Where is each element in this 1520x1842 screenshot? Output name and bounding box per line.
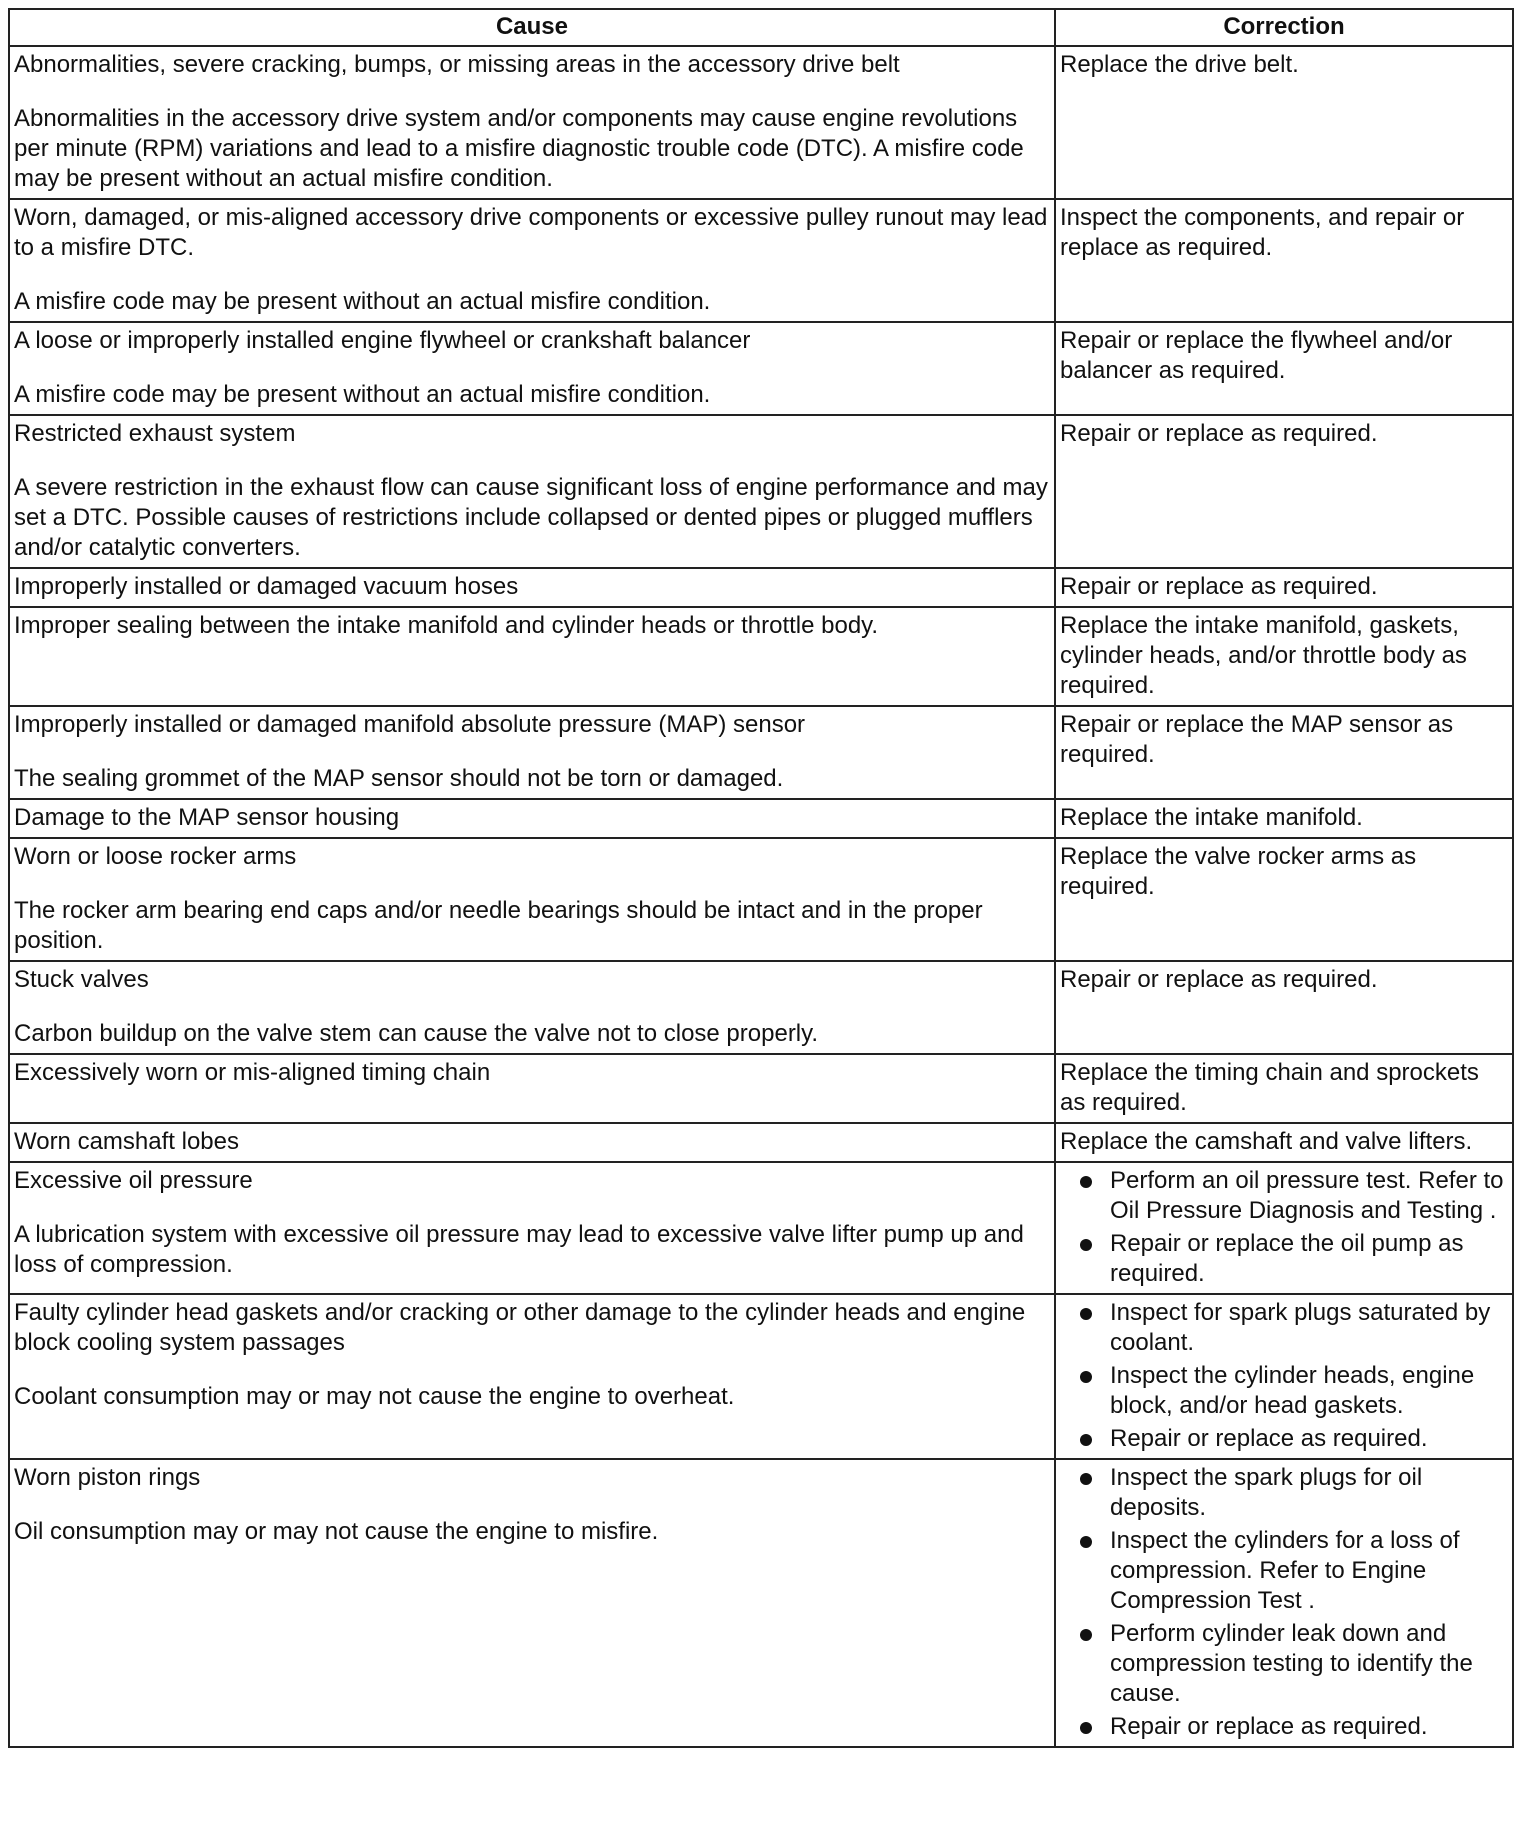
correction-list-item — [1080, 1361, 1508, 1421]
correction-text: Repair or replace the MAP sensor as required. — [1060, 711, 1454, 768]
correction-list-item — [1080, 1526, 1508, 1616]
bullet-icon — [1080, 1473, 1092, 1485]
correction-list — [1060, 1298, 1508, 1454]
column-header-cause: Cause — [9, 9, 1055, 46]
correction-cell — [1055, 415, 1513, 568]
misfire-diagnosis-table — [8, 8, 1514, 1748]
correction-text: Replace the valve rocker arms as required. — [1060, 843, 1417, 900]
correction-list-item — [1080, 1166, 1508, 1226]
cause-cell — [9, 322, 1055, 415]
correction-text: Repair or replace as required. — [1060, 573, 1378, 600]
cause-title: Improper sealing between the intake manifold and cylinder heads or throttle body. — [14, 612, 879, 639]
cause-title: Damage to the MAP sensor housing — [14, 804, 400, 831]
table-row — [9, 199, 1513, 322]
cause-note: The rocker arm bearing end caps and/or needle bearings should be intact and in the proper position. — [14, 897, 983, 954]
correction-cell — [1055, 1459, 1513, 1747]
cause-title: Improperly installed or damaged manifold absolute pressure (MAP) sensor — [14, 711, 806, 738]
correction-cell — [1055, 838, 1513, 961]
correction-list-item — [1080, 1619, 1508, 1709]
table-header-row — [9, 9, 1513, 46]
correction-step-text: Perform an oil pressure test. Refer to Oil Pressure Diagnosis and Testing . — [1110, 1167, 1504, 1224]
bullet-icon — [1080, 1722, 1092, 1734]
cause-title: Abnormalities, severe cracking, bumps, or missing areas in the accessory drive belt — [14, 51, 900, 78]
correction-text: Replace the intake manifold. — [1060, 804, 1363, 831]
table-row — [9, 568, 1513, 607]
table-row — [9, 1054, 1513, 1123]
bullet-icon — [1080, 1239, 1092, 1251]
correction-list — [1060, 1166, 1508, 1289]
cause-note: A severe restriction in the exhaust flow can cause significant loss of engine performance and may set a DTC. Possible causes of restrictions include collapsed or dented pipes or plugged mufflers and/or catalytic converters. — [14, 474, 1048, 561]
correction-list — [1060, 1463, 1508, 1742]
cause-title: Worn, damaged, or mis-aligned accessory drive components or excessive pulley runout may lead to a misfire DTC. — [14, 204, 1048, 261]
correction-text: Repair or replace as required. — [1060, 966, 1378, 993]
cause-cell — [9, 706, 1055, 799]
table-row — [9, 706, 1513, 799]
correction-cell — [1055, 1123, 1513, 1162]
correction-text: Repair or replace as required. — [1060, 420, 1378, 447]
correction-cell — [1055, 799, 1513, 838]
cause-title: Worn piston rings — [14, 1464, 201, 1491]
correction-cell — [1055, 706, 1513, 799]
table-row — [9, 1162, 1513, 1294]
column-header-correction: Correction — [1055, 9, 1513, 46]
table-row — [9, 961, 1513, 1054]
correction-cell — [1055, 1294, 1513, 1459]
cause-cell — [9, 1162, 1055, 1294]
table-row — [9, 46, 1513, 199]
cause-cell — [9, 961, 1055, 1054]
cause-cell — [9, 799, 1055, 838]
bullet-icon — [1080, 1434, 1092, 1446]
correction-step-text: Repair or replace as required. — [1110, 1713, 1428, 1740]
correction-step-text: Perform cylinder leak down and compression testing to identify the cause. — [1110, 1620, 1473, 1707]
cause-cell — [9, 46, 1055, 199]
cause-cell — [9, 1459, 1055, 1747]
table-row — [9, 1294, 1513, 1459]
table-row — [9, 799, 1513, 838]
correction-cell — [1055, 607, 1513, 706]
cause-title: Worn or loose rocker arms — [14, 843, 297, 870]
correction-step-text: Inspect for spark plugs saturated by coolant. — [1110, 1299, 1491, 1356]
cause-note: Abnormalities in the accessory drive system and/or components may cause engine revolutions per minute (RPM) variations and lead to a misfire diagnostic trouble code (DTC). A misfire code may be present without an actual misfire condition. — [14, 105, 1024, 192]
correction-step-text: Inspect the cylinders for a loss of compression. Refer to Engine Compression Test . — [1110, 1527, 1460, 1614]
bullet-icon — [1080, 1536, 1092, 1548]
cause-title: Improperly installed or damaged vacuum hoses — [14, 573, 519, 600]
correction-step-text: Inspect the cylinder heads, engine block, and/or head gaskets. — [1110, 1362, 1475, 1419]
cause-note: A misfire code may be present without an actual misfire condition. — [14, 288, 711, 315]
correction-text: Replace the intake manifold, gaskets, cylinder heads, and/or throttle body as required. — [1060, 612, 1467, 699]
correction-cell — [1055, 322, 1513, 415]
correction-cell — [1055, 568, 1513, 607]
cause-cell — [9, 838, 1055, 961]
cause-title: Restricted exhaust system — [14, 420, 296, 447]
table-row — [9, 415, 1513, 568]
table-row — [9, 1123, 1513, 1162]
correction-step-text: Repair or replace the oil pump as required. — [1110, 1230, 1464, 1287]
cause-cell — [9, 415, 1055, 568]
correction-text: Replace the camshaft and valve lifters. — [1060, 1128, 1473, 1155]
cause-note: Oil consumption may or may not cause the engine to misfire. — [14, 1518, 659, 1545]
cause-title: Excessive oil pressure — [14, 1167, 253, 1194]
bullet-icon — [1080, 1308, 1092, 1320]
correction-cell — [1055, 961, 1513, 1054]
cause-title: Worn camshaft lobes — [14, 1128, 239, 1155]
cause-note: Carbon buildup on the valve stem can cause the valve not to close properly. — [14, 1020, 819, 1047]
correction-text: Repair or replace the flywheel and/or balancer as required. — [1060, 327, 1453, 384]
correction-text: Replace the timing chain and sprockets as required. — [1060, 1059, 1479, 1116]
correction-cell — [1055, 46, 1513, 199]
correction-text: Replace the drive belt. — [1060, 51, 1299, 78]
correction-cell — [1055, 1054, 1513, 1123]
cause-title: A loose or improperly installed engine flywheel or crankshaft balancer — [14, 327, 751, 354]
correction-cell — [1055, 1162, 1513, 1294]
correction-text: Inspect the components, and repair or replace as required. — [1060, 204, 1465, 261]
cause-title: Faulty cylinder head gaskets and/or cracking or other damage to the cylinder heads and engine block cooling system passages — [14, 1299, 1026, 1356]
bullet-icon — [1080, 1371, 1092, 1383]
cause-note: The sealing grommet of the MAP sensor should not be torn or damaged. — [14, 765, 784, 792]
table-row — [9, 838, 1513, 961]
cause-title: Stuck valves — [14, 966, 149, 993]
cause-note: Coolant consumption may or may not cause the engine to overheat. — [14, 1383, 735, 1410]
cause-cell — [9, 1054, 1055, 1123]
bullet-icon — [1080, 1176, 1092, 1188]
cause-note: A lubrication system with excessive oil pressure may lead to excessive valve lifter pump up and loss of compression. — [14, 1221, 1024, 1278]
cause-cell — [9, 568, 1055, 607]
correction-list-item — [1080, 1298, 1508, 1358]
cause-cell — [9, 607, 1055, 706]
correction-cell — [1055, 199, 1513, 322]
correction-step-text: Inspect the spark plugs for oil deposits. — [1110, 1464, 1423, 1521]
cause-cell — [9, 1294, 1055, 1459]
table-body — [9, 46, 1513, 1747]
correction-list-item — [1080, 1463, 1508, 1523]
cause-cell — [9, 1123, 1055, 1162]
cause-note: A misfire code may be present without an actual misfire condition. — [14, 381, 711, 408]
correction-list-item — [1080, 1424, 1508, 1454]
correction-step-text: Repair or replace as required. — [1110, 1425, 1428, 1452]
bullet-icon — [1080, 1629, 1092, 1641]
correction-list-item — [1080, 1229, 1508, 1289]
table-row — [9, 607, 1513, 706]
cause-title: Excessively worn or mis-aligned timing chain — [14, 1059, 491, 1086]
table-row — [9, 322, 1513, 415]
table-row — [9, 1459, 1513, 1747]
correction-list-item — [1080, 1712, 1508, 1742]
cause-cell — [9, 199, 1055, 322]
